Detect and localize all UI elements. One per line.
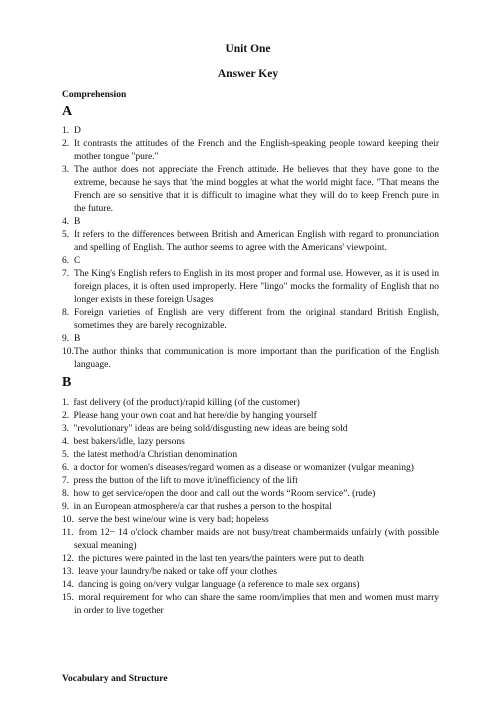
list-item	[62, 268, 439, 307]
item-text: The author does not appreciate the French attitude. He believes that they have gone to the extreme, because he says that 'the mind boggles at what the world might face. "That means the French are so sensitive that it is difficult to imagine what they will do to keep French pure in the future.	[74, 165, 439, 214]
item-number: 1.	[62, 126, 70, 136]
list-item	[62, 514, 439, 527]
list-item	[62, 255, 439, 268]
list-item	[62, 397, 439, 410]
item-number: 8.	[62, 489, 70, 499]
item-number: 9.	[62, 502, 70, 512]
item-number: 8.	[62, 308, 70, 318]
item-number: 6.	[62, 463, 70, 473]
item-text: the latest method/a Christian denomination	[73, 450, 238, 460]
item-text: Foreign varieties of English are very different from the original standard British English, sometimes they are barely recognizable.	[74, 308, 439, 331]
item-number: 13.	[62, 567, 74, 577]
list-item	[62, 501, 439, 514]
answer-key-title: Answer Key	[217, 68, 279, 80]
part-b-list	[62, 397, 439, 618]
item-number: 1.	[62, 398, 70, 408]
item-number: 4.	[62, 217, 70, 227]
item-text: best bakers/idle, lazy persons	[73, 437, 185, 447]
item-text: how to get service/open the door and call out the words “Room service”. (rude)	[73, 489, 376, 499]
item-text: dancing is going on/very vulgar language (a reference to male sex organs)	[78, 580, 360, 590]
item-number: 5.	[62, 230, 70, 240]
item-text: fast delivery (of the product)/rapid killing (of the customer)	[73, 398, 300, 408]
item-text: The author thinks that communication is more important than the purification of the English language.	[74, 347, 439, 370]
item-number: 3.	[62, 424, 70, 434]
item-text: the pictures were painted in the last ten years/the painters were put to death	[78, 554, 364, 564]
list-item	[62, 423, 439, 436]
item-text: C	[74, 256, 81, 266]
item-number: 10.	[62, 347, 74, 357]
list-item	[62, 164, 439, 216]
item-text: in an European atmosphere/a car that rushes a person to the hospital	[73, 502, 332, 512]
list-item	[62, 138, 439, 164]
list-item	[62, 346, 439, 372]
list-item	[62, 410, 439, 423]
part-a-list	[62, 125, 439, 372]
item-text: serve the best wine/our wine is very bad; hopeless	[78, 515, 269, 525]
list-item	[62, 125, 439, 138]
item-text: moral requirement for who can share the same room/implies that men and women must marry in order to live together	[74, 593, 440, 616]
item-number: 15.	[62, 593, 74, 603]
item-number: 10.	[62, 515, 74, 525]
list-item	[62, 592, 439, 618]
item-number: 12.	[62, 554, 74, 564]
item-text: "revolutionary" ideas are being sold/disgusting new ideas are being sold	[73, 424, 348, 434]
item-number: 2.	[62, 411, 70, 421]
list-item	[62, 566, 439, 579]
item-number: 14.	[62, 580, 74, 590]
item-text: from 12− 14 o'clock chamber maids are not busy/treat chambermaids unfairly (with possible sexual meaning)	[74, 528, 439, 551]
list-item	[62, 436, 439, 449]
part-b-letter: B	[62, 375, 72, 390]
item-number: 5.	[62, 450, 70, 460]
item-text: press the button of the lift to move it/inefficiency of the lift	[73, 476, 298, 486]
item-number: 9.	[62, 334, 70, 344]
list-item	[62, 229, 439, 255]
list-item	[62, 553, 439, 566]
item-number: 11.	[62, 528, 74, 538]
item-number: 7.	[62, 269, 70, 279]
list-item	[62, 216, 439, 229]
list-item	[62, 488, 439, 501]
item-text: It contrasts the attitudes of the French and the English-speaking people toward keeping their mother tongue "pure."	[74, 139, 439, 162]
item-text: D	[74, 126, 81, 136]
part-a-letter: A	[62, 104, 73, 119]
list-item	[62, 579, 439, 592]
item-text: leave your laundry/be naked or take off your clothes	[78, 567, 277, 577]
comprehension-heading: Comprehension	[62, 90, 127, 100]
vocabulary-structure-heading: Vocabulary and Structure	[62, 674, 168, 684]
item-text: B	[74, 334, 81, 344]
item-text: B	[74, 217, 81, 227]
list-item	[62, 475, 439, 488]
list-item	[62, 449, 439, 462]
item-text: a doctor for women's diseases/regard women as a disease or womanizer (vulgar meaning)	[73, 463, 414, 473]
item-number: 3.	[62, 165, 70, 175]
item-number: 7.	[62, 476, 70, 486]
item-text: Please hang your own coat and hat here/die by hanging yourself	[73, 411, 317, 421]
item-text: The King's English refers to English in its most proper and formal use. However, as it is used in foreign places, it is often used improperly. Here "lingo" mocks the formality of English that no longer exists in these foreign Usages	[74, 269, 439, 305]
list-item	[62, 462, 439, 475]
list-item	[62, 307, 439, 333]
unit-title: Unit One	[225, 43, 271, 55]
list-item	[62, 527, 439, 553]
item-number: 4.	[62, 437, 70, 447]
list-item	[62, 333, 439, 346]
item-text: It refers to the differences between British and American English with regard to pronunciation and spelling of English. The author seems to agree with the Americans' viewpoint.	[74, 230, 439, 253]
item-number: 2.	[62, 139, 70, 149]
item-number: 6.	[62, 256, 70, 266]
